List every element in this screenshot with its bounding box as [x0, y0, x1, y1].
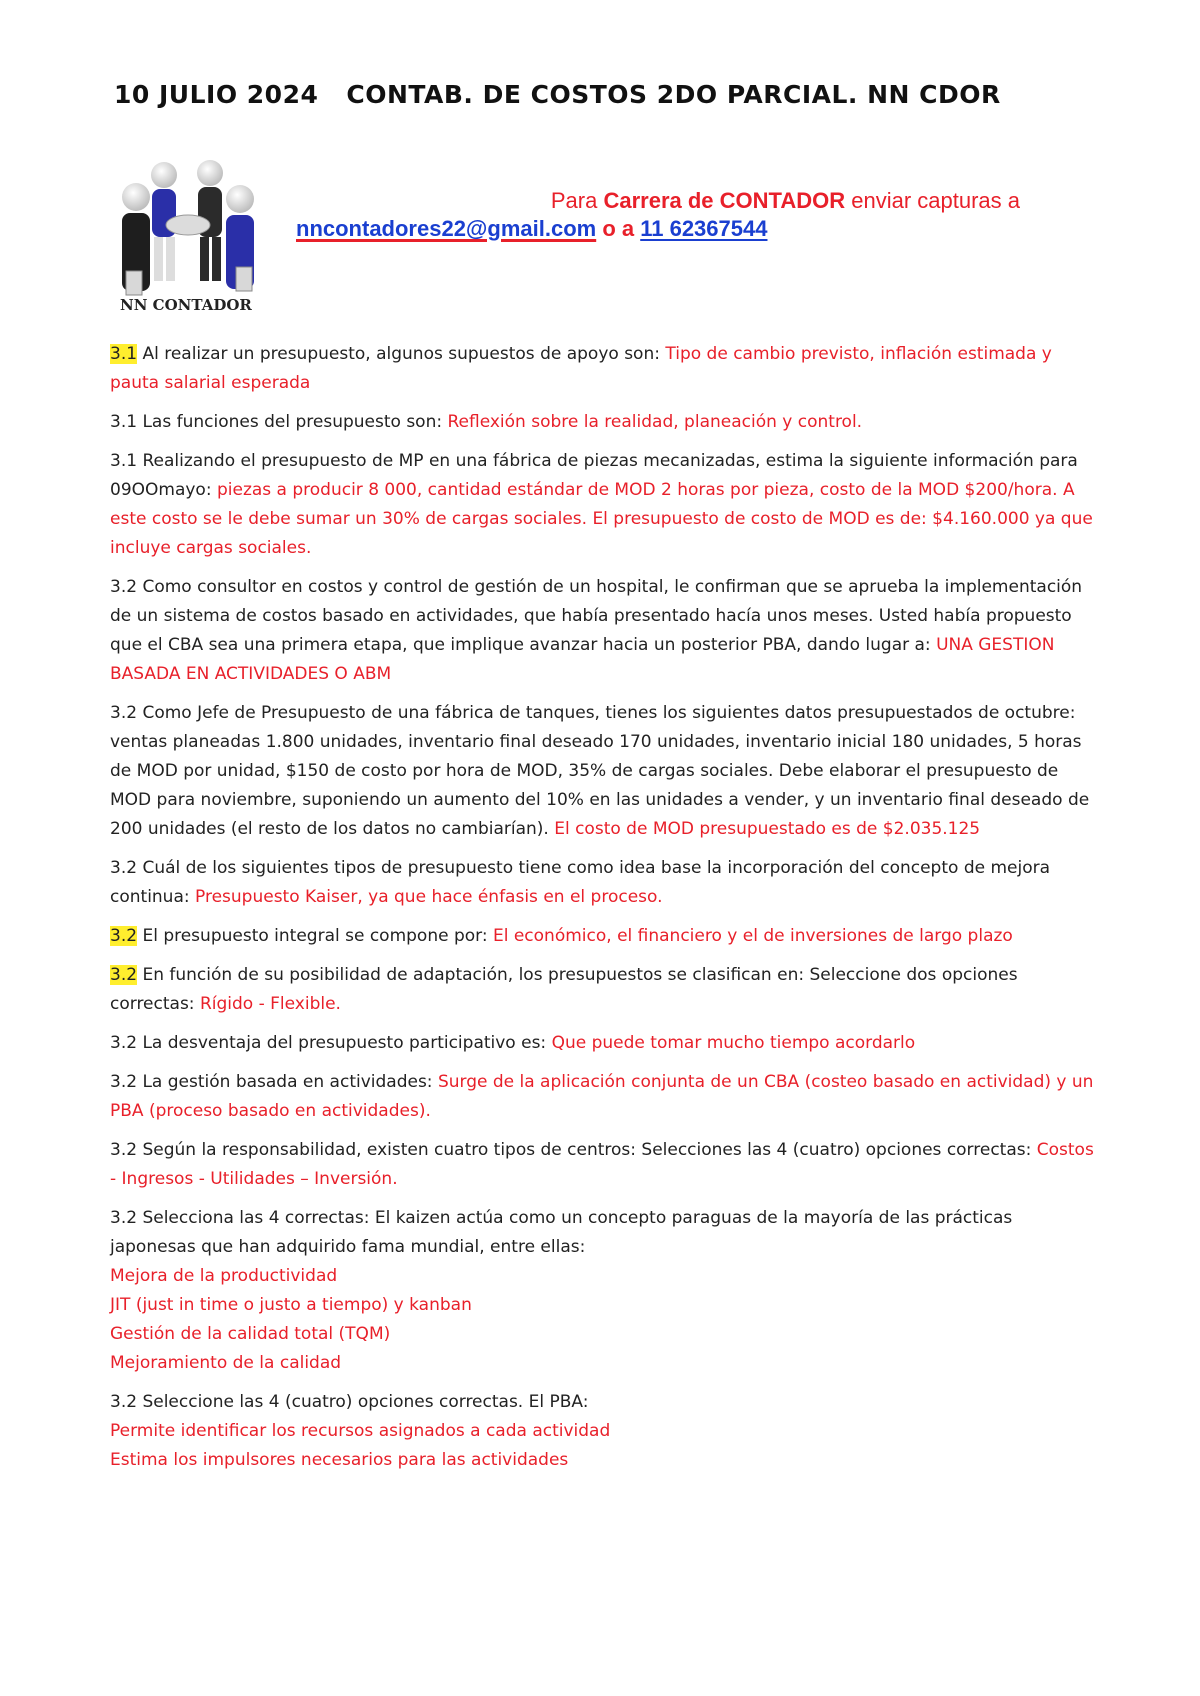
question-number: 3.1: [110, 451, 138, 471]
question-item: 3.2 La desventaja del presupuesto participativo es: Que puede tomar mucho tiempo acordarlo: [110, 1033, 916, 1053]
answer-text: Reflexión sobre la realidad, planeación y control.: [447, 412, 863, 432]
question-number: 3.2: [110, 703, 138, 723]
contact-block: [296, 188, 1056, 242]
question-number: 3.2: [110, 1208, 138, 1228]
answer-text: Presupuesto Kaiser, ya que hace énfasis en el proceso.: [195, 887, 663, 907]
question-number: 3.2: [110, 1392, 138, 1412]
career-label: Carrera de CONTADOR: [603, 188, 846, 213]
phone-link[interactable]: 11 62367544: [640, 216, 768, 241]
answer-line: Gestión de la calidad total (TQM): [110, 1324, 391, 1344]
question-number: 3.2: [110, 858, 138, 878]
answer-text: UNA GESTION BASADA EN ACTIVIDADES O ABM: [110, 635, 1055, 684]
question-item: 3.1 Al realizar un presupuesto, algunos supuestos de apoyo son: Tipo de cambio previsto, inflación estimada y pauta salarial esperada: [110, 344, 1052, 393]
title-date: 10 JULIO 2024: [114, 80, 319, 109]
question-item: 3.2 Seleccione las 4 (cuatro) opciones correctas. El PBA: Permite identificar los recursos asignados a cada actividad Estima los impulsores necesarios para las actividades: [110, 1388, 1100, 1475]
email-link[interactable]: nncontadores22@gmail.com: [296, 216, 597, 241]
questions-list: [110, 340, 1100, 1485]
answer-text: Que puede tomar mucho tiempo acordarlo: [551, 1033, 916, 1053]
answer-line: Estima los impulsores necesarios para las actividades: [110, 1450, 569, 1470]
question-number: 3.2: [110, 1033, 138, 1053]
question-item: 3.2 Selecciona las 4 correctas: El kaizen actúa como un concepto paraguas de la mayoría de las prácticas japonesas que han adquirido fama mundial, entre ellas: Mejora de la productividad JIT (just in time o justo a tiempo) y kanban Gestión de la calidad total (TQM) Mejoramiento de la calidad: [110, 1204, 1100, 1378]
team-people-icon: [112, 155, 262, 315]
question-number: 3.2: [110, 1072, 138, 1092]
question-item: 3.2 La gestión basada en actividades: Surge de la aplicación conjunta de un CBA (costeo basado en actividad) y un PBA (proceso basado en actividades).: [110, 1072, 1094, 1121]
answer-line: JIT (just in time o justo a tiempo) y kanban: [110, 1295, 472, 1315]
answer-text: piezas a producir 8 000, cantidad estándar de MOD 2 horas por pieza, costo de la MOD $200/hora. A este costo se le debe sumar un 30% de cargas sociales. El presupuesto de costo de MOD es de: $4.160.000 ya que incluye cargas sociales.: [110, 480, 1093, 558]
question-item: 3.1 Las funciones del presupuesto son: Reflexión sobre la realidad, planeación y control.: [110, 412, 863, 432]
page-title: [114, 80, 1001, 109]
answer-line: Permite identificar los recursos asignados a cada actividad: [110, 1421, 611, 1441]
contact-line: Para Carrera de CONTADOR enviar capturas a: [550, 188, 1020, 213]
answer-text: Surge de la aplicación conjunta de un CBA (costeo basado en actividad) y un PBA (proceso basado en actividades).: [110, 1072, 1094, 1121]
title-text: CONTAB. DE COSTOS 2DO PARCIAL. NN CDOR: [346, 80, 1001, 109]
answer-line: Mejoramiento de la calidad: [110, 1353, 342, 1373]
question-item: 3.2 El presupuesto integral se compone por: El económico, el financiero y el de inversiones de largo plazo: [110, 926, 1013, 946]
logo-caption: NN CONTADOR: [120, 296, 252, 314]
question-item: 3.2 Cuál de los siguientes tipos de presupuesto tiene como idea base la incorporación del concepto de mejora continua: Presupuesto Kaiser, ya que hace énfasis en el proceso.: [110, 858, 1051, 907]
question-number: 3.2: [110, 965, 138, 985]
question-number: 3.1: [110, 344, 138, 364]
answer-text: El económico, el financiero y el de inversiones de largo plazo: [492, 926, 1013, 946]
contact-links: nncontadores22@gmail.com o a 11 62367544: [296, 216, 768, 241]
answer-text: Rígido - Flexible.: [199, 994, 341, 1014]
question-item: 3.2 Como consultor en costos y control de gestión de un hospital, le confirman que se aprueba la implementación de un sistema de costos basado en actividades, que había presentado hacía unos meses. Usted había propuesto que el CBA sea una primera etapa, que implique avanzar hacia un posterior PBA, dando lugar a: UNA GESTION BASADA EN ACTIVIDADES O ABM: [110, 577, 1083, 684]
question-item: 3.1 Realizando el presupuesto de MP en una fábrica de piezas mecanizadas, estima la siguiente información para 09OOmayo: piezas a producir 8 000, cantidad estándar de MOD 2 horas por pieza, costo de la MOD $200/hora. A este costo se le debe sumar un 30% de cargas sociales. El presupuesto de costo de MOD es de: $4.160.000 ya que incluye cargas sociales.: [110, 451, 1093, 558]
answer-text: El costo de MOD presupuestado es de $2.035.125: [554, 819, 981, 839]
question-number: 3.2: [110, 1140, 138, 1160]
question-number: 3.2: [110, 926, 138, 946]
question-number: 3.1: [110, 412, 138, 432]
answer-text: Tipo de cambio previsto, inflación estimada y pauta salarial esperada: [110, 344, 1052, 393]
question-item: 3.2 Según la responsabilidad, existen cuatro tipos de centros: Selecciones las 4 (cuatro) opciones correctas: Costos - Ingresos - Utilidades – Inversión.: [110, 1140, 1094, 1189]
answer-text: Costos - Ingresos - Utilidades – Inversión.: [110, 1140, 1094, 1189]
answer-line: Mejora de la productividad: [110, 1266, 338, 1286]
question-item: 3.2 En función de su posibilidad de adaptación, los presupuestos se clasifican en: Seleccione dos opciones correctas: Rígido - Flexible.: [110, 965, 1018, 1014]
question-number: 3.2: [110, 577, 138, 597]
question-item: 3.2 Como Jefe de Presupuesto de una fábrica de tanques, tienes los siguientes datos presupuestados de octubre: ventas planeadas 1.800 unidades, inventario final deseado 170 unidades, inventario inicial 180 unidades, 5 horas de MOD por unidad, $150 de costo por hora de MOD, 35% de cargas sociales. Debe elaborar el presupuesto de MOD para noviembre, suponiendo un aumento del 10% en las unidades a vender, y un inventario final deseado de 200 unidades (el resto de los datos no cambiarían). El costo de MOD presupuestado es de $2.035.125: [110, 703, 1090, 839]
